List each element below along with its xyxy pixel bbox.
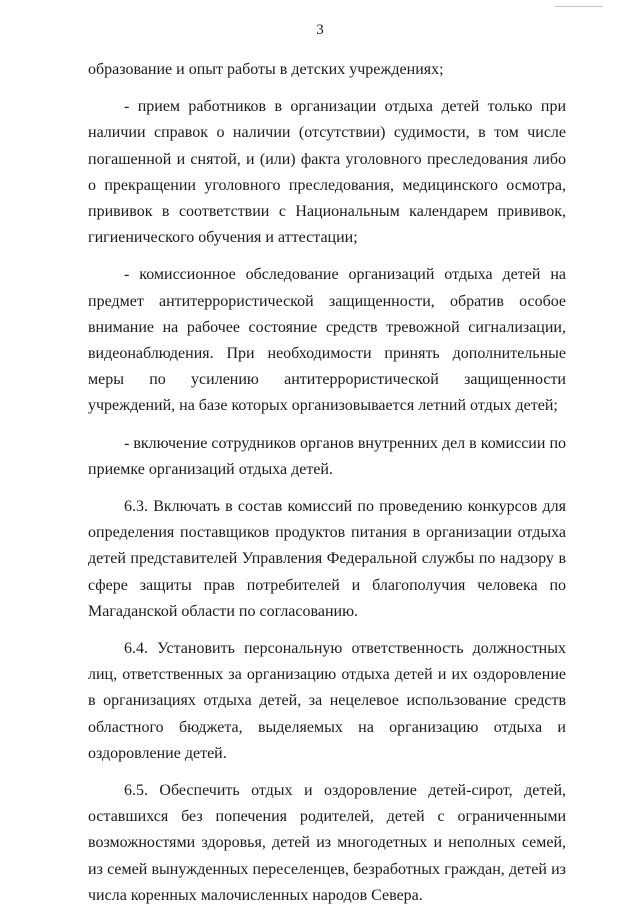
paragraph-antiterror-inspection: - комиссионное обследование организаций отдыха детей на предмет антитеррористической защищенности, обратив особое внимание на рабочее состояние средств тревожной сигнализации, видеонаблюдения. При необходимости принять дополнительные меры по усилению антитеррористической защищенности учреждений, на базе которых организовывается летний отдых детей;	[88, 266, 566, 415]
page-number: 3	[316, 22, 324, 38]
paragraph-continuation: образование и опыт работы в детских учреждениях;	[88, 61, 444, 78]
paragraph-hiring-checks: - прием работников в организации отдыха детей только при наличии справок о наличии (отсутствии) судимости, в том числе погашенной и снятой, и (или) факта уголовного преследования либо о прекращении уголовного преследования, медицинского осмотра, прививок в соответствии с Национальным календарем прививок, гигиенического обучения и аттестации;	[88, 98, 566, 247]
paragraph-6-5: 6.5. Обеспечить отдых и оздоровление детей-сирот, детей, оставшихся без попечения родителей, детей с ограниченными возможностями здоровья, детей из многодетных и неполных семей, из семей вынужденных переселенцев, безработных граждан, детей из числа коренных малочисленных народов Севера.	[88, 782, 566, 904]
scan-artifact-line	[555, 6, 603, 7]
document-body	[88, 57, 566, 920]
paragraph-6-4: 6.4. Установить персональную ответственность должностных лиц, ответственных за организацию отдыха детей и их оздоровление в организациях отдыха детей, за нецелевое использование средств областного бюджета, выделяемых на организацию отдыха и оздоровление детей.	[88, 640, 566, 762]
paragraph-6-3: 6.3. Включать в состав комиссий по проведению конкурсов для определения поставщиков продуктов питания в организации отдыха детей представителей Управления Федеральной службы по надзору в сфере защиты прав потребителей и благополучия человека по Магаданской области по согласованию.	[88, 498, 566, 620]
paragraph-police-in-commission: - включение сотрудников органов внутренних дел в комиссии по приемке организаций отдыха детей.	[88, 434, 566, 478]
